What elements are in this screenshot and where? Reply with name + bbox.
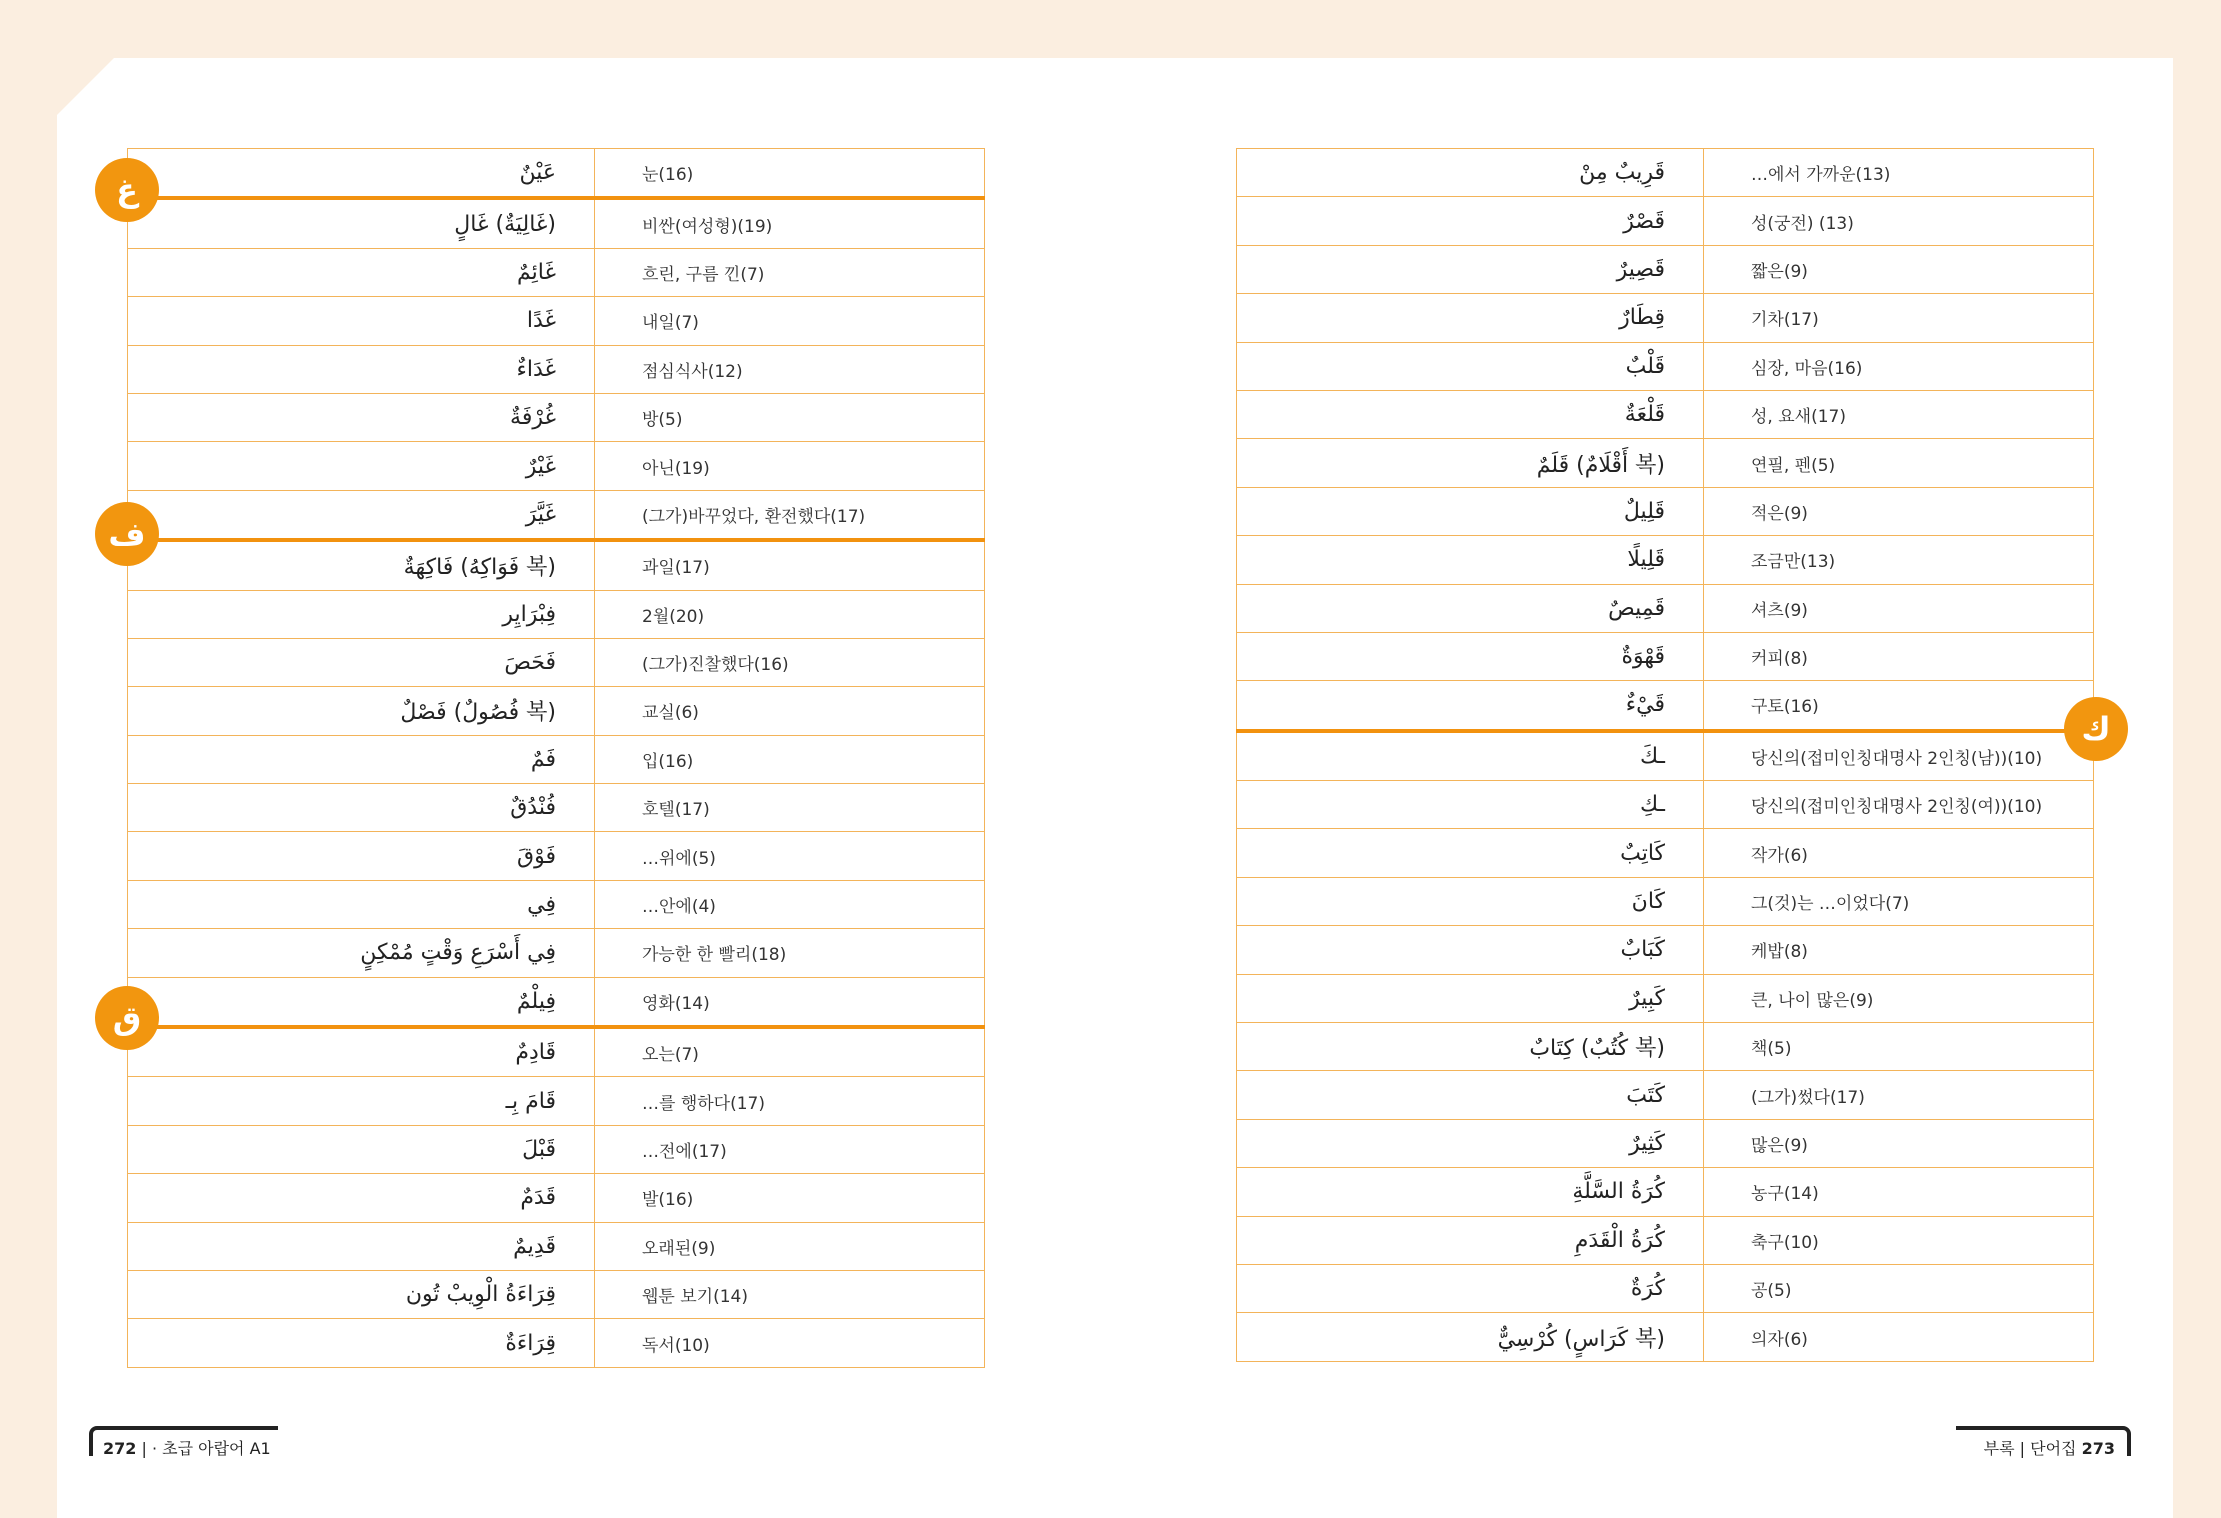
korean-meaning: 방(5) bbox=[595, 393, 985, 441]
vocab-row bbox=[128, 1174, 985, 1222]
korean-meaning: 커피(8) bbox=[1704, 632, 2094, 680]
vocab-row bbox=[128, 977, 985, 1027]
arabic-word: فِي أَسْرَعِ وَقْتٍ مُمْكِنٍ bbox=[128, 929, 595, 977]
vocab-row bbox=[1237, 877, 2094, 925]
korean-meaning: 비싼(여성형)(19) bbox=[595, 198, 985, 248]
arabic-word: قَدَمٌ bbox=[128, 1174, 595, 1222]
korean-meaning: (그가)진찰했다(16) bbox=[595, 638, 985, 686]
korean-meaning: 공(5) bbox=[1704, 1264, 2094, 1312]
arabic-word: كَتَبَ bbox=[1237, 1071, 1704, 1119]
korean-meaning: 의자(6) bbox=[1704, 1313, 2094, 1361]
korean-meaning: 2월(20) bbox=[595, 590, 985, 638]
vocab-row bbox=[128, 929, 985, 977]
korean-meaning: …에서 가까운(13) bbox=[1704, 149, 2094, 197]
vocab-row bbox=[128, 149, 985, 199]
arabic-word: غَيْرٌ bbox=[128, 442, 595, 490]
arabic-word: (복 أَقْلَامٌ) قَلَمٌ bbox=[1237, 439, 1704, 487]
book-title: | · 초급 아랍어 A1 bbox=[141, 1439, 271, 1458]
korean-meaning: 호텔(17) bbox=[595, 784, 985, 832]
vocab-row bbox=[1237, 390, 2094, 438]
vocab-row bbox=[1237, 342, 2094, 390]
korean-meaning: 큰, 나이 많은(9) bbox=[1704, 974, 2094, 1022]
arabic-word: قَصِيرٌ bbox=[1237, 245, 1704, 293]
korean-meaning: 아닌(19) bbox=[595, 442, 985, 490]
arabic-word: (복 فَوَاكِهُ) فَاكِهَةٌ bbox=[128, 540, 595, 590]
korean-meaning: …위에(5) bbox=[595, 832, 985, 880]
vocab-row bbox=[1237, 536, 2094, 584]
korean-meaning: 과일(17) bbox=[595, 540, 985, 590]
korean-meaning: 당신의(접미인칭대명사 2인칭(남))(10) bbox=[1704, 731, 2094, 781]
vocab-row bbox=[1237, 1023, 2094, 1071]
korean-meaning: 책(5) bbox=[1704, 1023, 2094, 1071]
vocab-row bbox=[1237, 294, 2094, 342]
vocab-row bbox=[1237, 926, 2094, 974]
footer-left bbox=[89, 1426, 278, 1456]
vocab-row bbox=[128, 393, 985, 441]
vocab-row bbox=[128, 198, 985, 248]
arabic-word: (복 فُصُولٌ) فَصْلٌ bbox=[128, 687, 595, 735]
arabic-word: غَدَاءٌ bbox=[128, 345, 595, 393]
arabic-word: كُرَةٌ bbox=[1237, 1264, 1704, 1312]
korean-meaning: …를 행하다(17) bbox=[595, 1077, 985, 1125]
vocab-row bbox=[1237, 632, 2094, 680]
arabic-word: فِبْرَايِر bbox=[128, 590, 595, 638]
vocab-row bbox=[128, 638, 985, 686]
korean-meaning: 케밥(8) bbox=[1704, 926, 2094, 974]
vocab-row bbox=[128, 490, 985, 540]
korean-meaning: 독서(10) bbox=[595, 1319, 985, 1367]
vocab-row bbox=[1237, 149, 2094, 197]
arabic-word: (غَالِيَةٌ) غَالٍ bbox=[128, 198, 595, 248]
vocab-row bbox=[128, 1125, 985, 1173]
vocab-row bbox=[128, 687, 985, 735]
vocab-row bbox=[128, 590, 985, 638]
korean-meaning: 영화(14) bbox=[595, 977, 985, 1027]
korean-meaning: 그(것)는 …이었다(7) bbox=[1704, 877, 2094, 925]
arabic-word: قَهْوَةٌ bbox=[1237, 632, 1704, 680]
arabic-word: قَيْءٌ bbox=[1237, 681, 1704, 731]
vocab-row bbox=[128, 442, 985, 490]
vocab-row bbox=[1237, 974, 2094, 1022]
arabic-word: فَحَصَ bbox=[128, 638, 595, 686]
korean-meaning: 가능한 한 빨리(18) bbox=[595, 929, 985, 977]
korean-meaning: 작가(6) bbox=[1704, 829, 2094, 877]
korean-meaning: 입(16) bbox=[595, 735, 985, 783]
korean-meaning: 짧은(9) bbox=[1704, 245, 2094, 293]
korean-meaning: 연필, 펜(5) bbox=[1704, 439, 2094, 487]
vocab-table-left bbox=[127, 148, 985, 1368]
korean-meaning: 내일(7) bbox=[595, 297, 985, 345]
korean-meaning: 교실(6) bbox=[595, 687, 985, 735]
vocab-row bbox=[1237, 1216, 2094, 1264]
arabic-word: غَائِمٌ bbox=[128, 248, 595, 296]
vocab-row bbox=[128, 1077, 985, 1125]
arabic-word: قَادِمٌ bbox=[128, 1027, 595, 1077]
korean-meaning: 기차(17) bbox=[1704, 294, 2094, 342]
korean-meaning: …전에(17) bbox=[595, 1125, 985, 1173]
section-marker-fa: ف bbox=[95, 502, 159, 566]
arabic-word: كُرَةُ السَّلَّةِ bbox=[1237, 1168, 1704, 1216]
arabic-word: غُرْفَةٌ bbox=[128, 393, 595, 441]
korean-meaning: 심장, 마음(16) bbox=[1704, 342, 2094, 390]
vocab-row bbox=[1237, 781, 2094, 829]
vocab-row bbox=[128, 1027, 985, 1077]
arabic-word: كَبِيرٌ bbox=[1237, 974, 1704, 1022]
section-marker-qaf: ق bbox=[95, 986, 159, 1050]
arabic-word: قَدِيمٌ bbox=[128, 1222, 595, 1270]
arabic-word: فِيلْمٌ bbox=[128, 977, 595, 1027]
arabic-word: (복 كُتُبٌ) كِتَابٌ bbox=[1237, 1023, 1704, 1071]
vocab-row bbox=[128, 1270, 985, 1318]
vocab-row bbox=[1237, 487, 2094, 535]
vocab-row bbox=[1237, 1168, 2094, 1216]
korean-meaning: (그가)바꾸었다, 환전했다(17) bbox=[595, 490, 985, 540]
arabic-word: ـكِ bbox=[1237, 781, 1704, 829]
arabic-word: فَوْقَ bbox=[128, 832, 595, 880]
footer-right bbox=[1956, 1426, 2131, 1456]
arabic-word: عَيْنٌ bbox=[128, 149, 595, 199]
vocab-row bbox=[128, 784, 985, 832]
vocab-row bbox=[128, 345, 985, 393]
korean-meaning: 적은(9) bbox=[1704, 487, 2094, 535]
korean-meaning: 당신의(접미인칭대명사 2인칭(여))(10) bbox=[1704, 781, 2094, 829]
vocab-row bbox=[1237, 731, 2094, 781]
arabic-word: كَثِيرٌ bbox=[1237, 1119, 1704, 1167]
korean-meaning: 발(16) bbox=[595, 1174, 985, 1222]
arabic-word: قَلْبٌ bbox=[1237, 342, 1704, 390]
arabic-word: غَيَّرَ bbox=[128, 490, 595, 540]
vocab-row bbox=[1237, 584, 2094, 632]
arabic-word: قَمِيصٌ bbox=[1237, 584, 1704, 632]
arabic-word: ـكَ bbox=[1237, 731, 1704, 781]
korean-meaning: 성(궁전) (13) bbox=[1704, 197, 2094, 245]
vocab-row bbox=[128, 248, 985, 296]
arabic-word: قَامَ بِـ bbox=[128, 1077, 595, 1125]
vocab-row bbox=[128, 880, 985, 928]
arabic-word: كَانَ bbox=[1237, 877, 1704, 925]
vocab-row bbox=[1237, 1264, 2094, 1312]
vocab-row bbox=[128, 1222, 985, 1270]
vocab-row bbox=[1237, 1119, 2094, 1167]
vocab-row bbox=[128, 540, 985, 590]
page-number-left: 272 bbox=[103, 1439, 137, 1458]
korean-meaning: 셔츠(9) bbox=[1704, 584, 2094, 632]
korean-meaning: 웹툰 보기(14) bbox=[595, 1270, 985, 1318]
section-title: 부록 | 단어집 bbox=[1983, 1439, 2077, 1458]
vocab-row bbox=[1237, 1313, 2094, 1361]
vocab-row bbox=[128, 1319, 985, 1367]
arabic-word: كُرَةُ الْقَدَمِ bbox=[1237, 1216, 1704, 1264]
arabic-word: كَاتِبٌ bbox=[1237, 829, 1704, 877]
korean-meaning: 흐린, 구름 낀(7) bbox=[595, 248, 985, 296]
arabic-word: قِرَاءَةُ الْوِيبْ تُون bbox=[128, 1270, 595, 1318]
arabic-word: فِي bbox=[128, 880, 595, 928]
section-marker-kaf: ك bbox=[2064, 697, 2128, 761]
korean-meaning: 오래된(9) bbox=[595, 1222, 985, 1270]
arabic-word: قَرِيبٌ مِنْ bbox=[1237, 149, 1704, 197]
korean-meaning: 오는(7) bbox=[595, 1027, 985, 1077]
vocab-row bbox=[1237, 439, 2094, 487]
korean-meaning: …안에(4) bbox=[595, 880, 985, 928]
arabic-word: قَلِيلٌ bbox=[1237, 487, 1704, 535]
vocab-row bbox=[128, 832, 985, 880]
korean-meaning: 눈(16) bbox=[595, 149, 985, 199]
arabic-word: قِرَاءَةٌ bbox=[128, 1319, 595, 1367]
korean-meaning: 많은(9) bbox=[1704, 1119, 2094, 1167]
arabic-word: قِطَارٌ bbox=[1237, 294, 1704, 342]
page-number-right: 273 bbox=[2081, 1439, 2115, 1458]
korean-meaning: 축구(10) bbox=[1704, 1216, 2094, 1264]
vocab-row bbox=[128, 735, 985, 783]
arabic-word: (복 كَرَاسٍ) كُرْسِيٌّ bbox=[1237, 1313, 1704, 1361]
vocab-row bbox=[1237, 197, 2094, 245]
vocab-row bbox=[128, 297, 985, 345]
vocab-row bbox=[1237, 245, 2094, 293]
arabic-word: قَصْرٌ bbox=[1237, 197, 1704, 245]
korean-meaning: (그가)썼다(17) bbox=[1704, 1071, 2094, 1119]
arabic-word: فَمٌ bbox=[128, 735, 595, 783]
vocab-row bbox=[1237, 681, 2094, 731]
korean-meaning: 조금만(13) bbox=[1704, 536, 2094, 584]
arabic-word: فُنْدُقٌ bbox=[128, 784, 595, 832]
arabic-word: كَبَابٌ bbox=[1237, 926, 1704, 974]
korean-meaning: 구토(16) bbox=[1704, 681, 2094, 731]
arabic-word: قَلْعَةٌ bbox=[1237, 390, 1704, 438]
vocab-table-right bbox=[1236, 148, 2094, 1362]
korean-meaning: 농구(14) bbox=[1704, 1168, 2094, 1216]
section-marker-ghain: غ bbox=[95, 158, 159, 222]
vocab-row bbox=[1237, 829, 2094, 877]
arabic-word: قَبْلَ bbox=[128, 1125, 595, 1173]
arabic-word: قَلِيلًا bbox=[1237, 536, 1704, 584]
arabic-word: غَدًا bbox=[128, 297, 595, 345]
vocab-row bbox=[1237, 1071, 2094, 1119]
korean-meaning: 점심식사(12) bbox=[595, 345, 985, 393]
korean-meaning: 성, 요새(17) bbox=[1704, 390, 2094, 438]
